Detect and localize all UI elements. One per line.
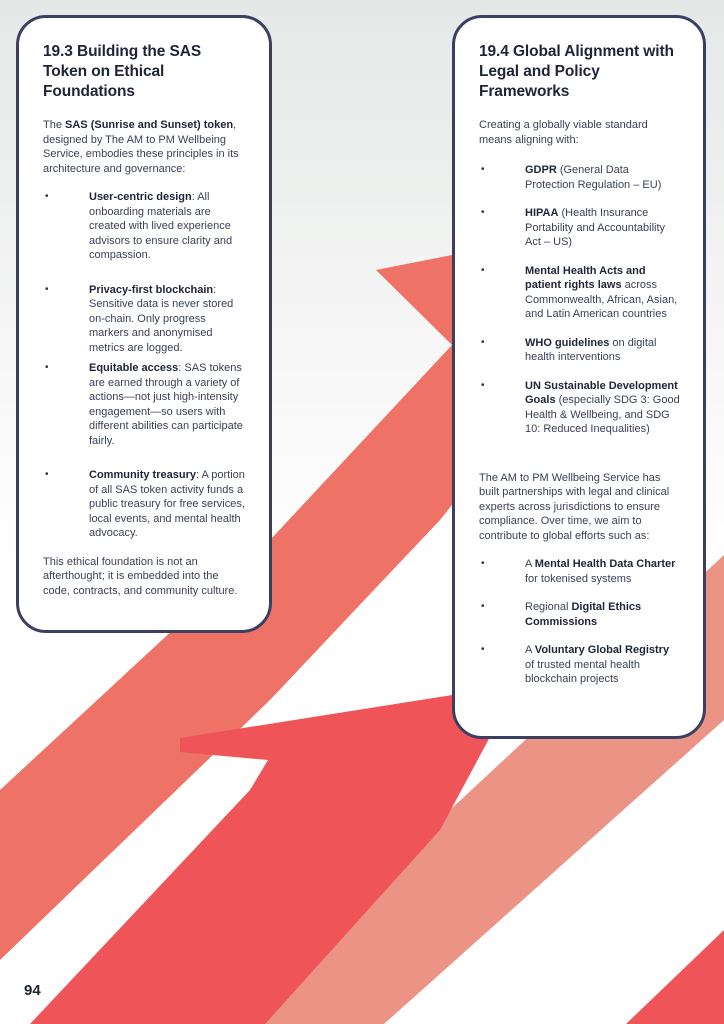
bullet-icon: •: [481, 264, 485, 276]
partnerships-paragraph: The AM to PM Wellbeing Service has built partnerships with legal and clinical experts across jurisdictions to ensure compliance. Over time, we aim to contribute to global efforts such as:: [479, 471, 670, 542]
list-item: • A Mental Health Data Charter for tokenised systems: [481, 558, 676, 585]
list-item: • UN Sustainable Development Goals (especially SDG 3: Good Health & Wellbeing, and SDG 10: Reduced Inequalities): [481, 379, 680, 435]
bullet-icon: •: [481, 336, 485, 348]
page-number: 94: [24, 982, 41, 999]
card-sas-token: [16, 15, 272, 633]
red-corner-stripe: [626, 930, 724, 1024]
list-item: • Community treasury: A portion of all SAS token activity funds a public treasury for free services, local events, and mental health advocacy.: [45, 469, 245, 539]
bullet-icon: •: [481, 601, 485, 612]
intro-paragraph: Creating a globally viable standard means aligning with:: [479, 119, 648, 146]
bullet-icon: •: [45, 362, 49, 373]
efforts-list: [479, 557, 681, 687]
list-item: • Regional Digital Ethics Commissions: [481, 601, 642, 628]
list-item: • Privacy-first blockchain: Sensitive data is never stored on-chain. Only progress markers and anonymised metrics are logged.: [45, 283, 234, 354]
list-item: • Mental Health Acts and patient rights laws across Commonwealth, African, Asian, and Latin American countries: [481, 264, 678, 320]
bullet-icon: •: [45, 283, 49, 295]
card-global-alignment: [452, 15, 706, 739]
list-item: • WHO guidelines on digital health interventions: [481, 336, 657, 363]
bullet-icon: •: [45, 191, 49, 202]
principles-list: [43, 190, 245, 541]
section-heading: 19.4 Global Alignment with Legal and Policy Frameworks: [479, 43, 674, 100]
bullet-icon: •: [481, 207, 485, 218]
list-item: • Equitable access: SAS tokens are earned through a variety of actions—not just high-intensity engagement—so users with different abilities can participate fairly.: [45, 362, 243, 447]
frameworks-list: [479, 163, 681, 437]
bullet-icon: •: [45, 469, 49, 480]
bullet-icon: •: [481, 558, 485, 569]
bullet-icon: •: [481, 644, 485, 655]
list-item: • User-centric design: All onboarding materials are created with lived experience advisors to ensure clarity and compassion.: [45, 191, 233, 261]
bullet-icon: •: [481, 379, 485, 391]
section-heading: 19.3 Building the SAS Token on Ethical Foundations: [43, 43, 202, 100]
list-item: • HIPAA (Health Insurance Portability and Accountability Act – US): [481, 207, 666, 248]
bullet-icon: •: [481, 164, 485, 175]
list-item: • A Voluntary Global Registry of trusted mental health blockchain projects: [481, 644, 670, 685]
coral-arrow-head: [270, 255, 452, 700]
intro-paragraph: The SAS (Sunrise and Sunset) token, designed by The AM to PM Wellbeing Service, embodies these principles in its architecture and governance:: [43, 119, 239, 175]
list-item: • GDPR (General Data Protection Regulation – EU): [481, 164, 662, 191]
closing-paragraph: This ethical foundation is not an afterthought; it is embedded into the code, contracts, and community culture.: [43, 555, 238, 597]
